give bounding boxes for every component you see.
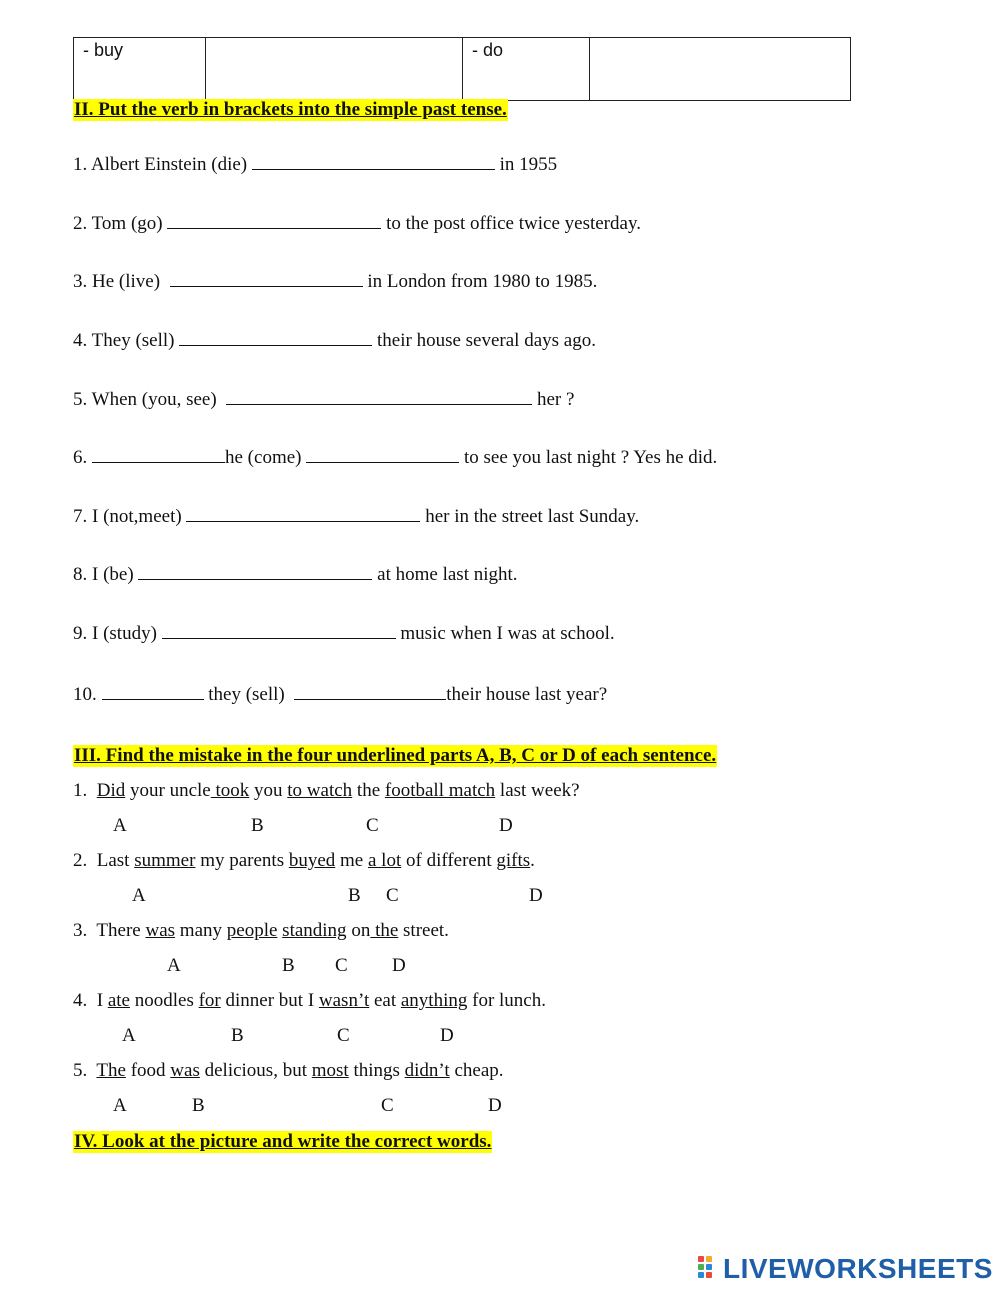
line-text: her ? [532,389,575,410]
answer-blank[interactable] [252,151,495,170]
sentence-text: There [96,920,146,941]
option-b-text: was [170,1060,200,1081]
line-text: 2. Tom (go) [73,213,168,234]
option-d-label[interactable]: D [488,1095,502,1116]
sentence-text: food [125,1060,171,1081]
line-text: they (sell) [203,684,295,705]
answer-blank[interactable] [167,210,381,229]
option-a-text: summer [134,850,196,871]
option-a-text: The [96,1060,126,1081]
option-b-label[interactable]: B [231,1025,244,1046]
table-cell: - do [463,38,590,101]
option-c-label[interactable]: C [337,1025,350,1046]
table-cell: - buy [74,38,206,101]
sentence-text: delicious, but [199,1060,312,1081]
line-text: to the post office twice yesterday. [381,213,641,234]
answer-blank[interactable] [294,681,446,700]
sentence-text: noodles [129,990,199,1011]
line-text: in London from 1980 to 1985. [362,271,598,292]
exercise-line [73,151,557,177]
line-text: 7. I (not,meet) [73,506,187,527]
answer-blank[interactable] [170,268,363,287]
table-cell-answer[interactable] [206,38,463,101]
line-text: 1. Albert Einstein (die) [73,154,252,175]
question-5 [73,1059,504,1083]
sentence-text: . [530,850,535,871]
sentence-text: I [96,990,108,1011]
answer-blank[interactable] [102,681,204,700]
line-text: 8. I (be) [73,564,139,585]
sentence-text: my parents [195,850,289,871]
sentence-text: dinner but I [220,990,319,1011]
exercise-line [73,561,518,587]
line-text: 5. When (you, see) [73,389,227,410]
question-number: 2. [73,850,88,871]
question-4 [73,989,546,1013]
line-text: 6. [73,447,92,468]
answer-blank[interactable] [162,620,396,639]
section-3-heading: III. Find the mistake in the four underlined parts A, B, C or D of each sentence. [74,745,717,766]
option-a-label[interactable]: A [113,1095,127,1116]
sentence-text: Last [96,850,135,871]
option-d-text: football match [384,780,496,801]
exercise-line [73,444,717,470]
line-text: music when I was at school. [395,623,615,644]
option-d-text: gifts [496,850,531,871]
line-text: her in the street last Sunday. [420,506,640,527]
line-text: their house several days ago. [372,330,596,351]
line-text: 9. I (study) [73,623,162,644]
option-a-label[interactable]: A [132,885,146,906]
answer-blank[interactable] [92,444,225,463]
option-d-label[interactable]: D [392,955,406,976]
sentence-text: street. [398,920,449,941]
line-text: their house last year? [446,684,608,705]
line-text: 10. [73,684,102,705]
sentence-text: you [249,780,288,801]
option-c-text: standing [282,920,347,941]
option-c-label[interactable]: C [386,885,399,906]
question-number: 3. [73,920,88,941]
sentence-text: things [348,1060,405,1081]
option-b-label[interactable]: B [192,1095,205,1116]
question-number: 4. [73,990,88,1011]
option-c-text: a lot [368,850,402,871]
line-text: 4. They (sell) [73,330,180,351]
answer-blank[interactable] [179,327,372,346]
sentence-text: many [175,920,227,941]
option-d-label[interactable]: D [440,1025,454,1046]
exercise-line [73,681,607,707]
line-text: at home last night. [372,564,518,585]
option-d-label[interactable]: D [499,815,513,836]
exercise-line [73,386,574,412]
exercise-line [73,620,615,646]
option-c-text: wasn’t [318,990,370,1011]
sentence-text: eat [369,990,401,1011]
sentence-text: last week? [495,780,580,801]
exercise-line [73,268,597,294]
option-b-label[interactable]: B [251,815,264,836]
brand-name: LIVEWORKSHEETS [723,1253,993,1284]
option-b-label[interactable]: B [282,955,295,976]
option-a-label[interactable]: A [113,815,127,836]
question-number: 1. [73,780,88,801]
option-b-text: for [198,990,221,1011]
option-d-text: the [370,920,399,941]
liveworksheets-logo-icon [698,1256,720,1282]
sentence-text: cheap. [449,1060,504,1081]
sentence-text: of different [401,850,497,871]
sentence-text: on [346,920,371,941]
sentence-text: the [352,780,385,801]
option-b-text: took [210,780,250,801]
option-b-text: buyed [288,850,336,871]
option-a-text: Did [96,780,126,801]
exercise-line [73,503,639,529]
option-b-text: people [226,920,278,941]
option-c-label[interactable]: C [366,815,379,836]
option-a-text: was [145,920,176,941]
option-c-text: most [311,1060,349,1081]
exercise-line [73,210,641,236]
line-text: 3. He (live) [73,271,170,292]
option-b-label[interactable]: B [348,885,361,906]
option-a-label[interactable]: A [122,1025,136,1046]
sentence-text: for lunch. [467,990,546,1011]
line-text: he (come) [225,447,307,468]
option-d-label[interactable]: D [529,885,543,906]
exercise-line [73,327,596,353]
question-2 [73,849,535,873]
option-c-label[interactable]: C [335,955,348,976]
line-text: to see you last night ? Yes he did. [459,447,718,468]
option-d-text: anything [400,990,468,1011]
vocab-table [73,37,851,101]
answer-blank[interactable] [306,444,459,463]
option-c-text: to watch [287,780,353,801]
option-a-text: ate [107,990,130,1011]
answer-blank[interactable] [226,386,532,405]
sentence-text: your uncle [125,780,211,801]
question-3 [73,919,449,943]
answer-blank[interactable] [186,503,420,522]
table-cell-answer[interactable] [590,38,851,101]
answer-blank[interactable] [138,561,372,580]
sentence-text: me [335,850,368,871]
line-text: in 1955 [494,154,558,175]
question-1 [73,779,580,803]
section-2-heading: II. Put the verb in brackets into the simple past tense. [74,99,507,120]
section-4-heading: IV. Look at the picture and write the correct words. [74,1131,492,1152]
option-a-label[interactable]: A [167,955,181,976]
option-d-text: didn’t [404,1060,450,1081]
option-c-label[interactable]: C [381,1095,394,1116]
question-number: 5. [73,1060,88,1081]
